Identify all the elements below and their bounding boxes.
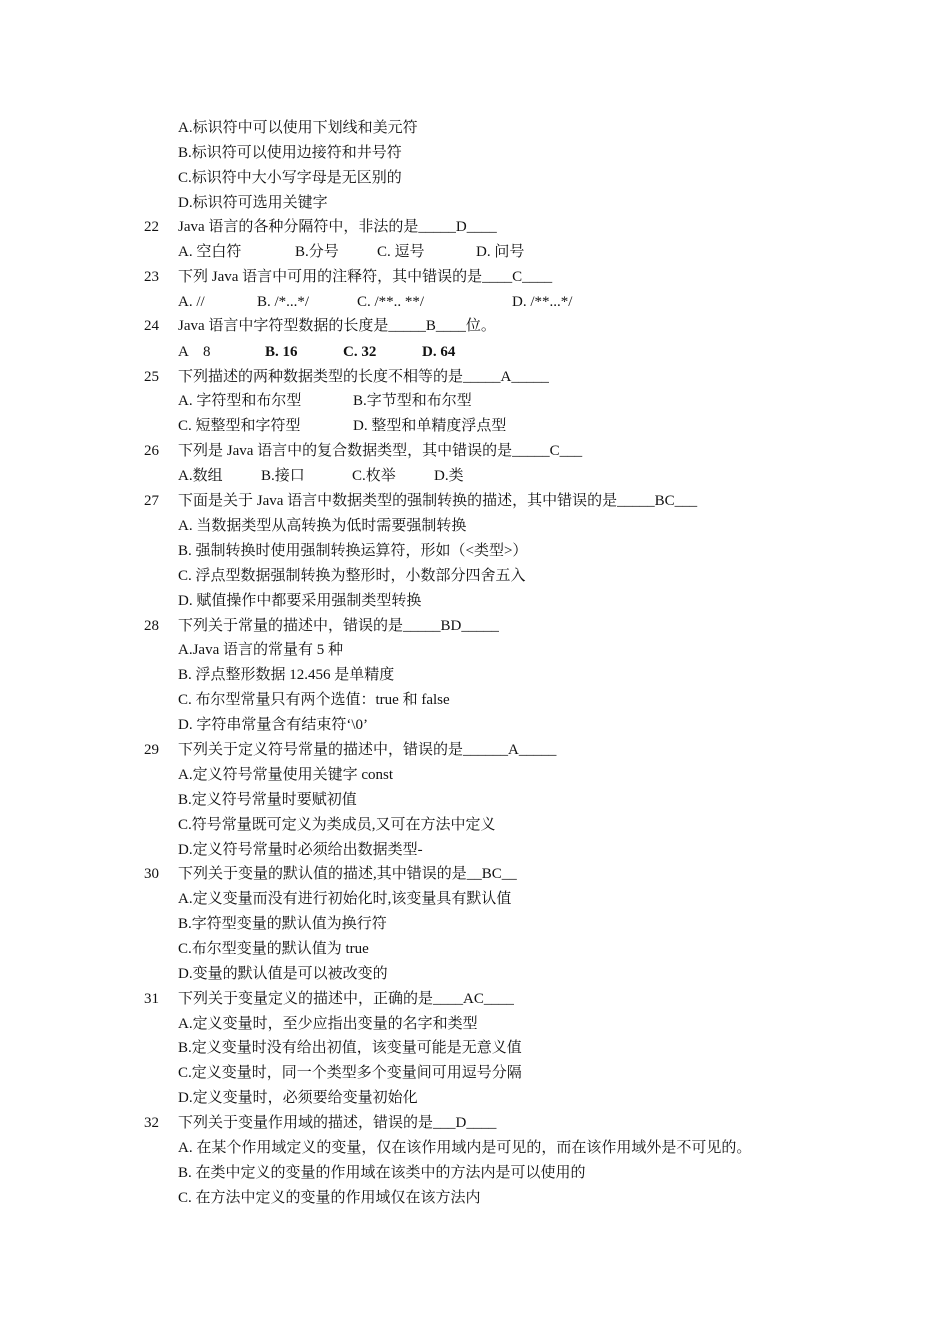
question-text: 下列关于常量的描述中，错误的是_____BD_____	[178, 618, 499, 634]
line-text: D.定义变量时，必须要给变量初始化	[178, 1090, 418, 1106]
option-a: A 8	[178, 344, 211, 360]
option-c: C. 短整型和字符型	[178, 418, 301, 434]
line-text: A.Java 语言的常量有 5 种	[178, 642, 343, 658]
line-text: C.布尔型变量的默认值为 true	[178, 941, 369, 957]
line-text: A.定义变量时，至少应指出变量的名字和类型	[178, 1016, 478, 1032]
question-text: Java 语言的各种分隔符中，非法的是_____D____	[178, 219, 497, 235]
option-a: A. 字符型和布尔型	[178, 393, 302, 409]
option-a: A. 空白符	[178, 244, 242, 260]
question-text: Java 语言中字符型数据的长度是_____B____位。	[178, 318, 496, 334]
line-text: B.定义符号常量时要赋初值	[178, 792, 357, 808]
line-text: C. 在方法中定义的变量的作用域仅在该方法内	[178, 1190, 481, 1206]
question-number: 25	[144, 369, 159, 385]
option-d: D. 问号	[476, 244, 525, 260]
question-number: 32	[144, 1115, 159, 1131]
question-number: 28	[144, 618, 159, 634]
option-b: B. 16	[265, 344, 298, 360]
line-text: B.标识符可以使用边接符和井号符	[178, 145, 402, 161]
question-number: 23	[144, 269, 159, 285]
line-text: B. 在类中定义的变量的作用域在该类中的方法内是可以使用的	[178, 1165, 586, 1181]
option-d: D. 整型和单精度浮点型	[353, 418, 507, 434]
line-text: A.标识符中可以使用下划线和美元符	[178, 120, 418, 136]
line-text: D.定义符号常量时必须给出数据类型-	[178, 842, 423, 858]
option-b: B.字节型和布尔型	[353, 393, 472, 409]
question-number: 24	[144, 318, 159, 334]
question-text: 下列关于变量作用域的描述，错误的是___D____	[178, 1115, 497, 1131]
option-a: A. //	[178, 294, 205, 310]
line-text: D.标识符可选用关键字	[178, 195, 328, 211]
question-number: 22	[144, 219, 159, 235]
option-d: D. /**...*/	[512, 294, 573, 310]
option-b: B.接口	[261, 468, 305, 484]
question-text: 下列是 Java 语言中的复合数据类型，其中错误的是_____C___	[178, 443, 583, 459]
line-text: B. 强制转换时使用强制转换运算符，形如（<类型>）	[178, 543, 528, 559]
option-d: D. 64	[422, 344, 456, 360]
question-text: 下列关于定义符号常量的描述中，错误的是______A_____	[178, 742, 557, 758]
line-text: A.定义符号常量使用关键字 const	[178, 767, 393, 783]
option-c: C. /**.. **/	[357, 294, 425, 310]
option-c: C.枚举	[352, 468, 396, 484]
question-number: 26	[144, 443, 159, 459]
question-number: 27	[144, 493, 159, 509]
question-text: 下列 Java 语言中可用的注释符，其中错误的是____C____	[178, 269, 553, 285]
option-a: A.数组	[178, 468, 223, 484]
line-text: D.变量的默认值是可以被改变的	[178, 966, 388, 982]
line-text: C.定义变量时，同一个类型多个变量间可用逗号分隔	[178, 1065, 522, 1081]
line-text: C.标识符中大小写字母是无区别的	[178, 170, 402, 186]
option-b: B.分号	[295, 244, 339, 260]
line-text: A.定义变量而没有进行初始化时,该变量具有默认值	[178, 891, 512, 907]
line-text: D. 字符串常量含有结束符‘\0’	[178, 717, 368, 733]
line-text: C.符号常量既可定义为类成员,又可在方法中定义	[178, 817, 496, 833]
question-number: 30	[144, 866, 159, 882]
line-text: D. 赋值操作中都要采用强制类型转换	[178, 593, 422, 609]
option-c: C. 32	[343, 344, 377, 360]
question-text: 下列描述的两种数据类型的长度不相等的是_____A_____	[178, 369, 549, 385]
line-text: C. 布尔型常量只有两个选值：true 和 false	[178, 692, 450, 708]
line-text: A. 在某个作用域定义的变量，仅在该作用域内是可见的，而在该作用域外是不可见的。	[178, 1140, 752, 1156]
line-text: A. 当数据类型从高转换为低时需要强制转换	[178, 518, 467, 534]
option-d: D.类	[434, 468, 464, 484]
question-text: 下列关于变量定义的描述中，正确的是____AC____	[178, 991, 514, 1007]
line-text: B. 浮点整形数据 12.456 是单精度	[178, 667, 395, 683]
line-text: C. 浮点型数据强制转换为整形时，小数部分四舍五入	[178, 568, 526, 584]
question-number: 31	[144, 991, 159, 1007]
option-b: B. /*...*/	[257, 294, 310, 310]
question-text: 下列关于变量的默认值的描述,其中错误的是__BC__	[178, 866, 517, 882]
option-c: C. 逗号	[377, 244, 425, 260]
line-text: B.字符型变量的默认值为换行符	[178, 916, 387, 932]
question-text: 下面是关于 Java 语言中数据类型的强制转换的描述，其中错误的是_____BC___	[178, 493, 698, 509]
question-number: 29	[144, 742, 159, 758]
line-text: B.定义变量时没有给出初值，该变量可能是无意义值	[178, 1040, 522, 1056]
